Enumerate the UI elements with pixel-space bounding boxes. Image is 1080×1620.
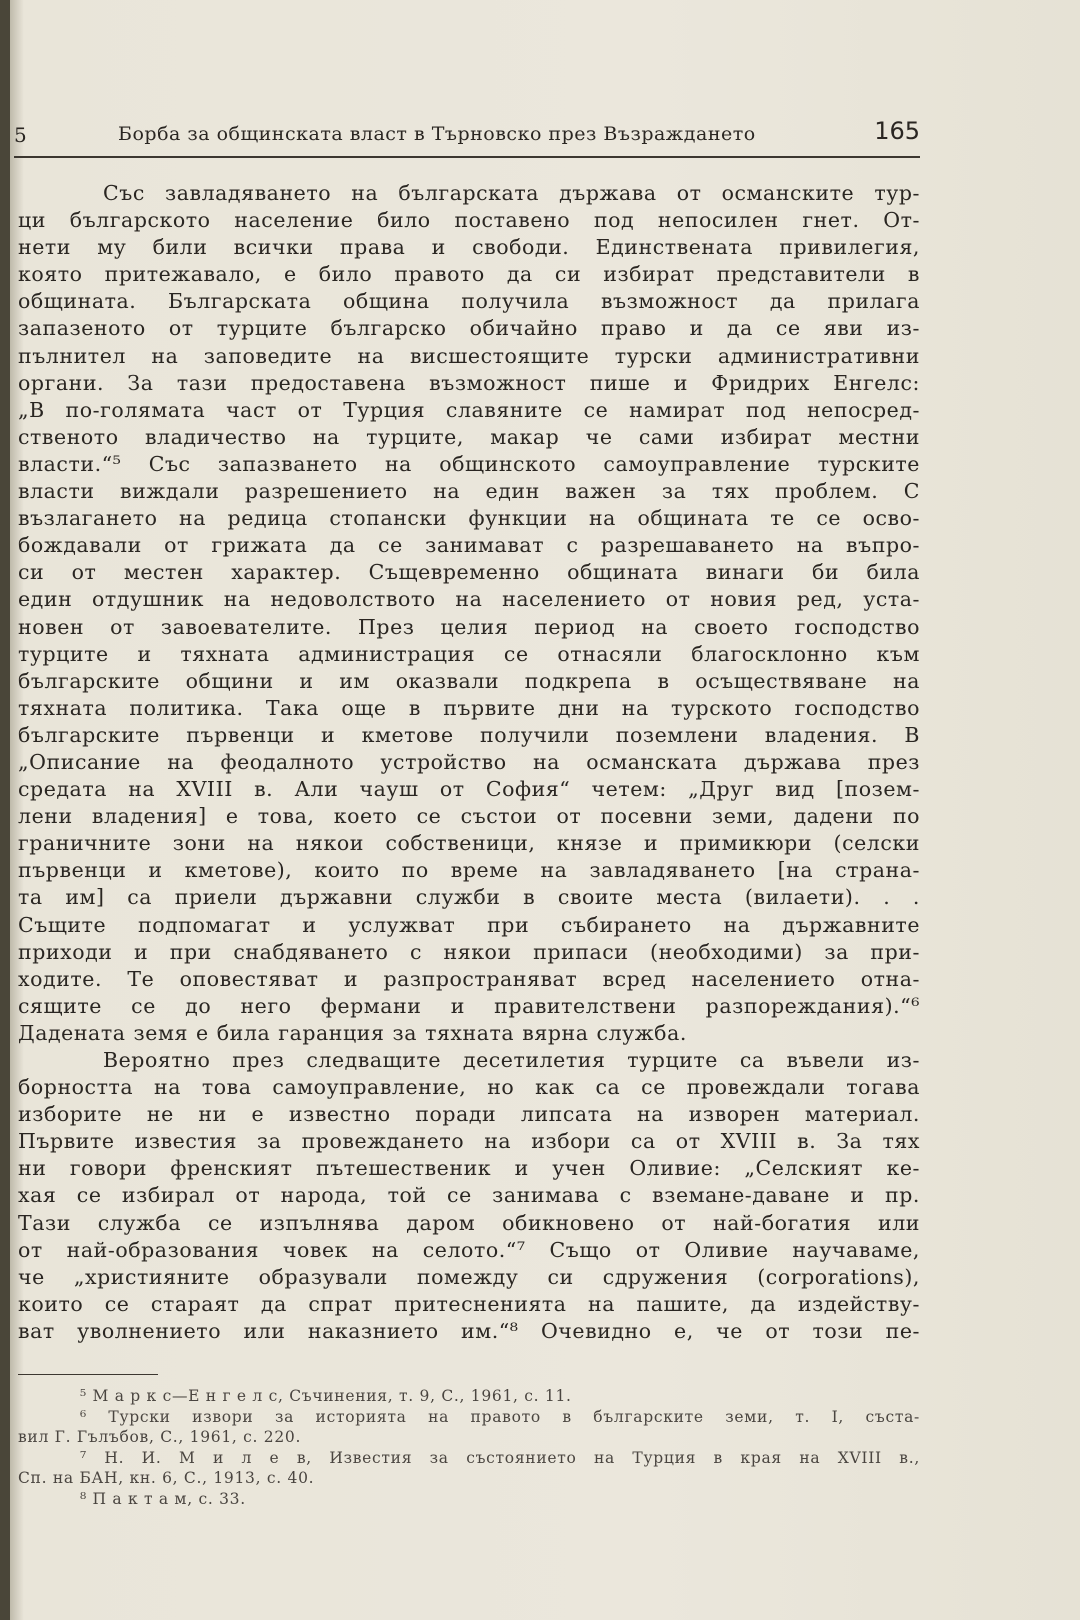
text-line: бождавали от грижата да се занимават с разрешаването на въпро- [18,533,920,558]
text-line: нети му били всички права и свободи. Единствената привилегия, [18,235,920,260]
running-header [14,117,920,153]
page-number: 165 [874,117,920,145]
text-line: ственото владичество на турците, макар че сами избират местни [18,424,920,449]
text-line: Със завладяването на българската държава от османските тур- [103,181,920,205]
text-line: Вероятно през следващите десетилетия турците са въвели из- [103,1048,920,1072]
text-line: ходите. Те оповестяват и разпространяват всред населението отна- [18,966,920,991]
text-line: че „християните образували помежду си сдружения (corporations), [18,1264,920,1289]
footnote-rule [18,1374,158,1375]
text-line: Дадената земя е била гаранция за тяхната вярна служба. [18,1020,687,1045]
text-line: „Описание на феодалното устройство на османската държава през [18,749,920,774]
text-line: българските първенци и кметове получили поземлени владения. В [18,722,920,747]
footnote-line: ⁵ М а р к с—Е н г е л с, Съчинения, т. 9, С., 1961, с. 11. [80,1387,572,1405]
text-line: от най-образования човек на селото.“⁷ Също от Оливие научаваме, [18,1237,920,1262]
text-line: която притежавало, е било правото да си избират представители в [18,262,920,287]
footnote-line: ⁷ Н. И. М и л е в, Известия за състоянието на Турция в края на XVIII в., [80,1448,920,1467]
text-line: власти виждали разрешението на един важен за тях проблем. С [18,479,920,504]
text-line: изборите не ни е известно поради липсата на изворен материал. [18,1102,920,1127]
footnote-line: ⁸ П а к т а м, с. 33. [80,1489,246,1508]
header-title: Борба за общинската власт в Търновско през Възраждането [118,123,756,145]
text-line: хая се избирал от народа, той се занимава с вземане-даване и пр. [18,1183,920,1208]
text-line: та им] са приели държавни служби в своите места (вилаети). . . [18,885,920,910]
text-line: новен от завоевателите. През целия период на своето господство [18,614,920,639]
text-line: средата на XVIII в. Али чауш от София“ четем: „Друг вид [позем- [18,777,920,802]
main-text [18,180,920,1345]
footnotes [18,1386,920,1510]
header-rule [14,156,920,158]
text-line: първенци и кметове), които по време на завладяването [на страна- [18,858,920,883]
text-line: органи. За тази предоставена възможност пише и Фридрих Енгелс: [18,370,920,395]
text-line: възлагането на редица стопански функции на общината те се осво- [18,506,920,531]
footnote-line: вил Г. Гълъбов, С., 1961, с. 220. [18,1428,302,1447]
footnote-line: Сп. на БАН, кн. 6, С., 1913, с. 40. [18,1469,315,1488]
text-line: ват уволнението или наказнието им.“⁸ Очевидно е, че от този пе- [18,1318,920,1343]
text-line: власти.“⁵ Със запазването на общинското самоуправление турските [18,451,920,476]
text-line: общината. Българската община получила възможност да прилага [18,289,920,314]
text-line: тяхната политика. Така още в първите дни на турското господство [18,695,920,720]
text-line: лени владения] е това, което се състои от посевни земи, дадени по [18,804,920,829]
text-line: ни говори френският пътешественик и учен Оливие: „Селският ке- [18,1156,920,1181]
text-line: сящите се до него фермани и правителствени разпореждания).“⁶ [18,993,920,1018]
header-left-fragment: 5 [14,123,27,147]
text-line: Същите подпомагат и услужват при събирането на държавните [18,912,920,937]
text-line: „В по-голямата част от Турция славяните се намират под непосред- [18,397,920,422]
book-binding-edge [0,0,10,1620]
text-line: приходи и при снабдяването с някои припаси (необходими) за при- [18,939,920,964]
text-line: борността на това самоуправление, но как са се провеждали тогава [18,1075,920,1100]
text-line: ци българското население било поставено под непосилен гнет. От- [18,208,920,233]
text-line: един отдушник на недоволството на населението от новия ред, уста- [18,587,920,612]
text-line: Първите известия за провеждането на избори са от XVIII в. За тях [18,1129,920,1154]
text-line: граничните зони на някои собственици, князе и примикюри (селски [18,831,920,856]
text-line: запазеното от турците българско обичайно право и да се яви из- [18,316,920,341]
text-line: си от местен характер. Същевременно общината винаги би била [18,560,920,585]
text-line: Тази служба се изпълнява даром обикновено от най-богатия или [18,1210,920,1235]
text-line: българските общини и им оказвали подкрепа в осъществяване на [18,668,920,693]
text-line: които се стараят да спрат притесненията на пашите, да издейству- [18,1291,920,1316]
footnote-line: ⁶ Турски извори за историята на правото в българските земи, т. I, съста- [80,1407,920,1426]
text-line: турците и тяхната администрация се отнасяли благосклонно към [18,641,920,666]
text-line: пълнител на заповедите на висшестоящите турски административни [18,343,920,368]
